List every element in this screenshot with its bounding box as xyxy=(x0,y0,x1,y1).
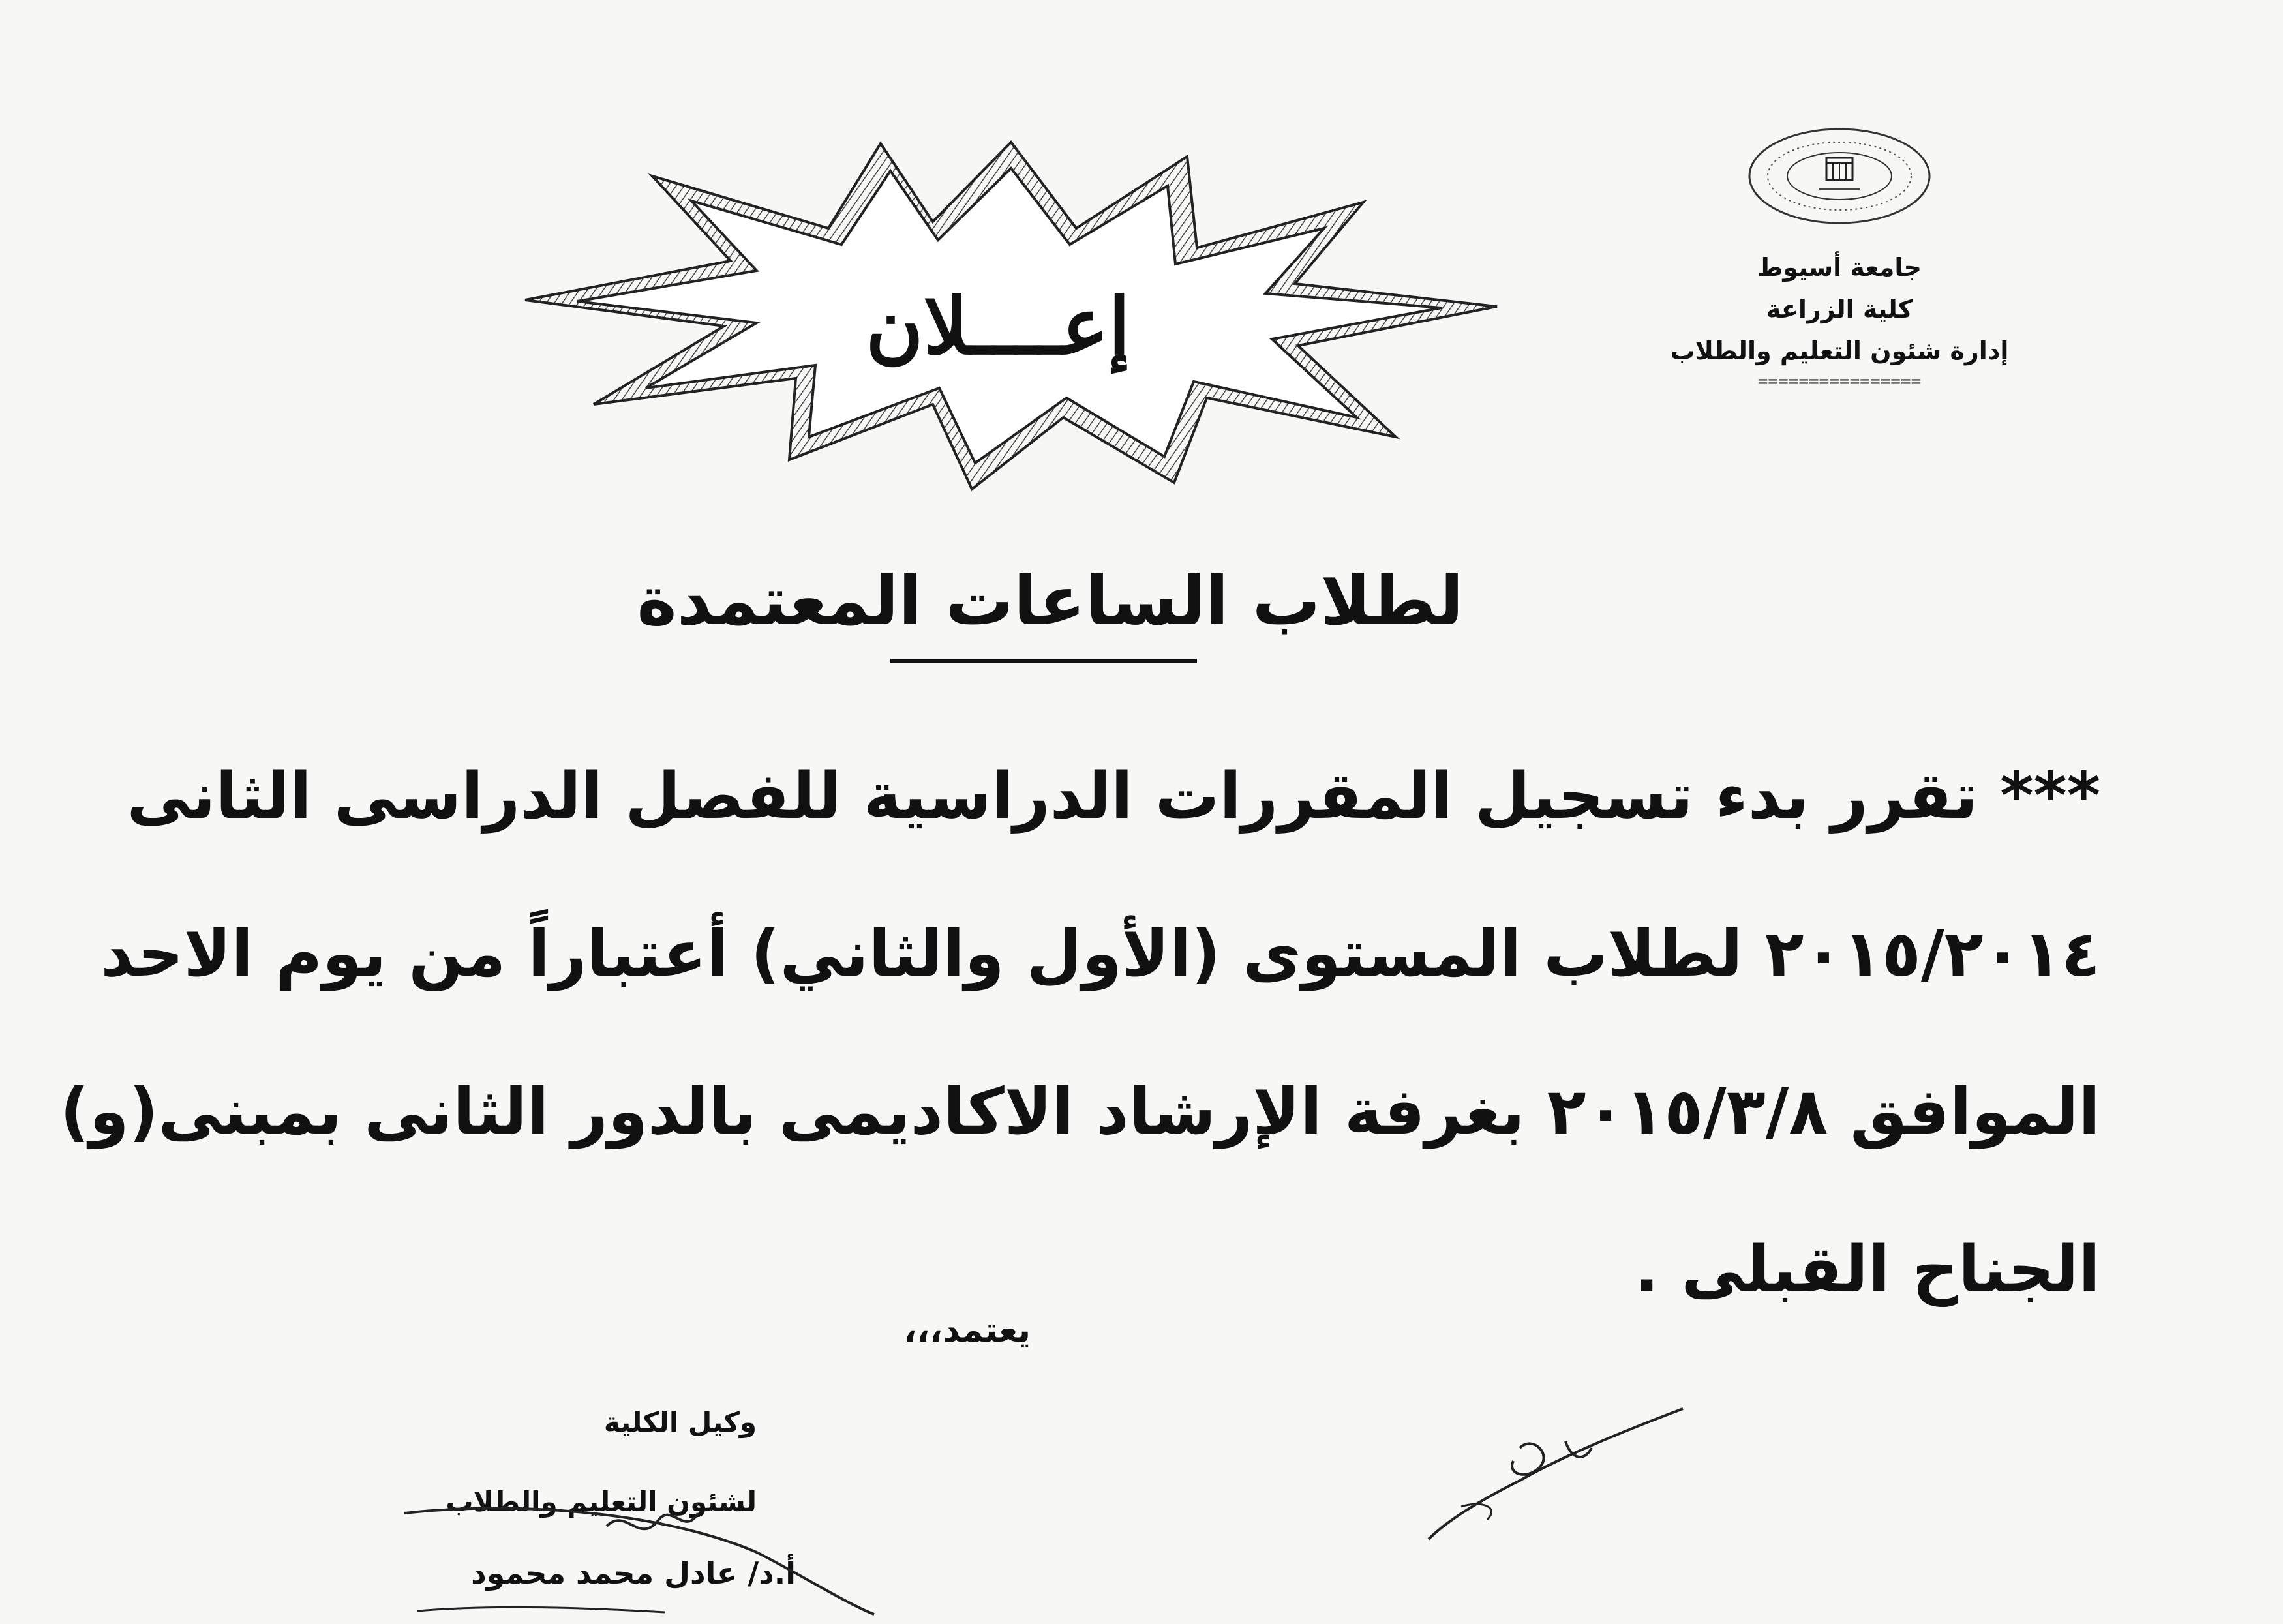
faculty-name: كلية الزراعة xyxy=(1766,295,1913,323)
announcement-body xyxy=(60,717,2100,1349)
approval-label: يعتمد،،، xyxy=(903,1311,1031,1350)
announcement-title: إعــــلان xyxy=(866,280,1130,372)
signatory-name: أ.د/ عادل محمد محمود xyxy=(471,1556,796,1591)
header-rule: ================ xyxy=(1757,372,1922,391)
signature-scribble-right xyxy=(1422,1402,1696,1546)
announcement-subtitle: لطلاب الساعات المعتمدة xyxy=(637,561,1464,640)
body-line: الجناح القبلى . xyxy=(1635,1233,2100,1307)
university-name: جامعة أسيوط xyxy=(1757,253,1922,282)
body-line: ٢٠١٥/٢٠١٤ لطلاب المستوى (الأول والثاني) أعتباراً من يوم الاحد xyxy=(100,917,2100,991)
signatory-department: لشئون التعليم والطلاب xyxy=(446,1486,757,1518)
letterhead xyxy=(1670,124,2009,391)
signature-scribble-left xyxy=(391,1474,887,1624)
body-line: الموافق ٢٠١٥/٣/٨ بغرفة الإرشاد الاكاديمى بالدور الثانى بمبنى(و) xyxy=(60,1075,2100,1149)
subtitle-underline xyxy=(890,659,1197,663)
university-seal-icon xyxy=(1742,124,1937,228)
signatory-role: وكيل الكلية xyxy=(603,1406,757,1438)
body-line: *** تقرر بدء تسجيل المقررات الدراسية للفصل الدراسى الثانى xyxy=(127,759,2100,834)
department-name: إدارة شئون التعليم والطلاب xyxy=(1670,337,2009,365)
